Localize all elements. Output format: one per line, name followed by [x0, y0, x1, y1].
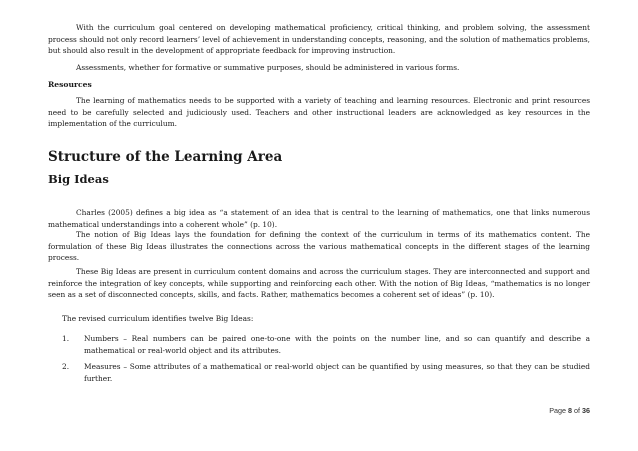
list-item-number: 1. [62, 334, 70, 343]
resources-paragraph: The learning of mathematics needs to be supported with a variety of teaching and learning resources. Electronic and print resources need to be carefully selected and judiciously used. Teachers and other instructional leaders are acknowledged as key resources in the implementation of the curriculum. [48, 96, 590, 129]
big-ideas-intro-line: The revised curriculum identifies twelve Big Ideas: [62, 314, 254, 323]
current-page-number: 8 [568, 406, 572, 415]
list-item-number: 2. [62, 362, 70, 371]
page-number-footer [549, 406, 590, 415]
list-item-text: Numbers – Real numbers can be paired one-to-one with the points on the number line, and so can quantify and describe a mathematical or real-world object and its attributes. [84, 334, 590, 355]
big-ideas-paragraph-1: Charles (2005) defines a big idea as “a statement of an idea that is central to the learning of mathematics, one that links numerous mathematical understandings into a coherent whole” (p. 10). [48, 208, 590, 229]
page-of-label: of [574, 406, 580, 415]
resources-heading: Resources [48, 80, 92, 89]
list-item [62, 361, 590, 385]
intro-paragraph-2: Assessments, whether for formative or summative purposes, should be administered in various forms. [76, 63, 460, 72]
list-item-text: Measures – Some attributes of a mathematical or real-world object can be quantified by using measures, so that they can be studied further. [84, 362, 590, 383]
intro-paragraph-1: With the curriculum goal centered on developing mathematical proficiency, critical thinking, and problem solving, the assessment process should not only record learners’ level of achievement in understanding concepts, reasoning, and the solution of mathematics problems, but should also result in the development of appropriate feedback for improving instruction. [48, 23, 590, 56]
big-ideas-paragraph-3: These Big Ideas are present in curriculum content domains and across the curriculum stages. They are interconnected and support and reinforce the integration of key concepts, while supporting and reinforcing each other. With the notion of Big Ideas, “mathematics is no longer seen as a set of disconnected concepts, skills, and facts. Rather, mathematics becomes a coherent set of ideas” (p. 10). [48, 267, 590, 300]
page-label: Page [549, 406, 566, 415]
total-pages-number: 36 [582, 406, 590, 415]
structure-heading: Structure of the Learning Area [48, 149, 283, 165]
big-ideas-heading: Big Ideas [48, 172, 109, 186]
list-item [62, 333, 590, 357]
big-ideas-paragraph-2: The notion of Big Ideas lays the foundation for defining the context of the curriculum in terms of its mathematics content. The formulation of these Big Ideas illustrates the connections across the various mathematical concepts in the different stages of the learning process. [48, 230, 590, 263]
